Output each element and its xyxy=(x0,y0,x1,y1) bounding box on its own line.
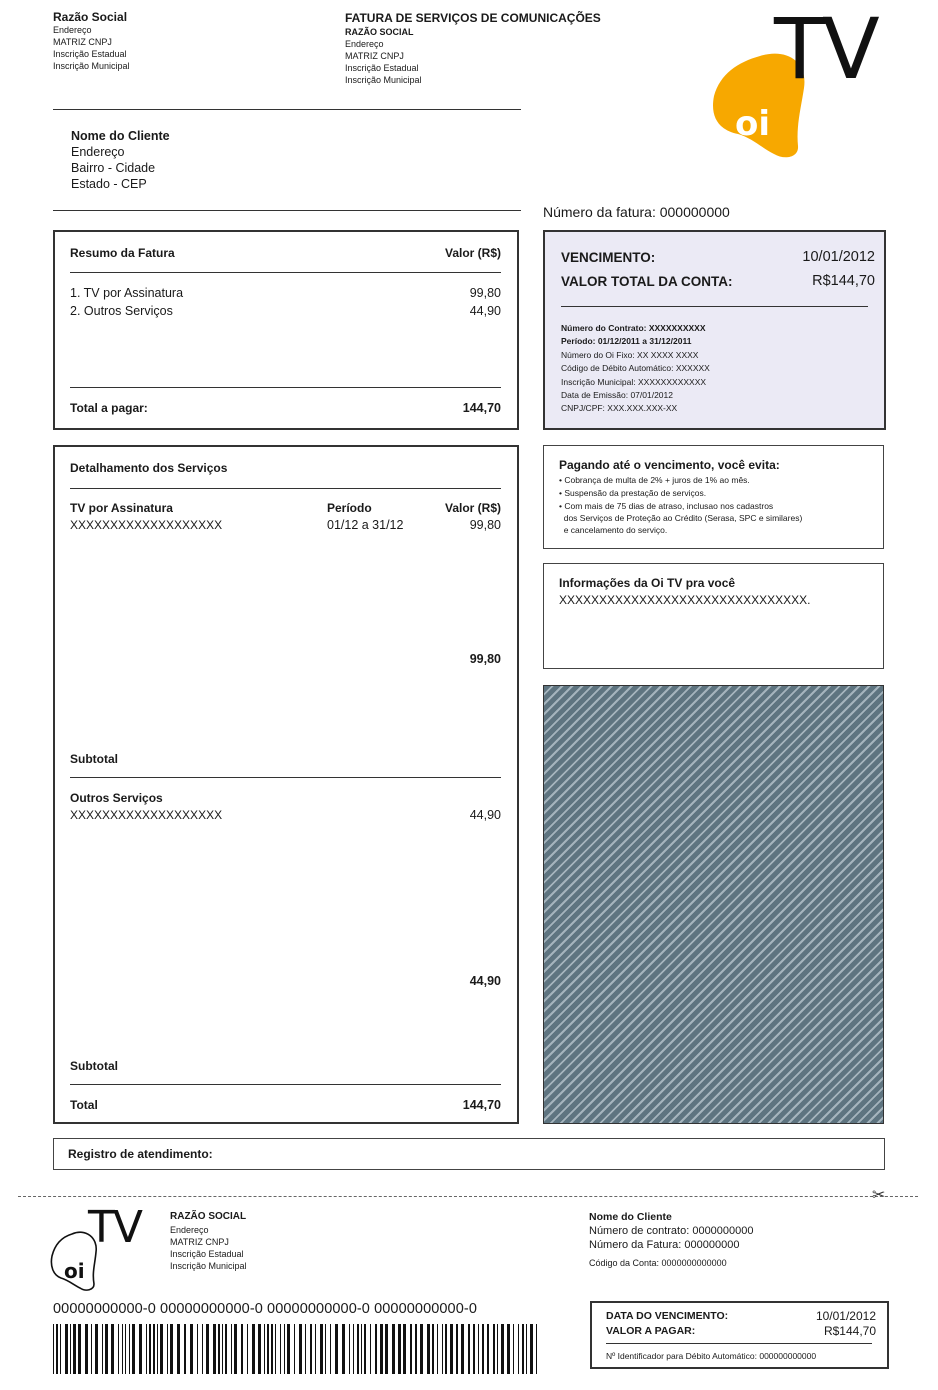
barcode-bar xyxy=(427,1324,430,1374)
barcode-bar xyxy=(349,1324,350,1374)
barcode-bar xyxy=(146,1324,147,1374)
barcode-bar xyxy=(225,1324,227,1374)
barcode-bar xyxy=(132,1324,135,1374)
summary-total-value: 144,70 xyxy=(462,401,501,415)
invoice-number xyxy=(543,204,730,220)
barcode xyxy=(53,1324,543,1374)
stub-logo-oi-text: oi xyxy=(64,1259,85,1283)
invoice-company-address: Endereço xyxy=(345,39,384,49)
summary-total-label: Total a pagar: xyxy=(70,401,148,415)
barcode-bar xyxy=(91,1324,92,1374)
barcode-bar xyxy=(247,1324,248,1374)
barcode-bar xyxy=(536,1324,537,1374)
barcode-bar xyxy=(473,1324,475,1374)
other-subtotal-label: Subtotal xyxy=(70,1059,118,1073)
due-divider xyxy=(561,306,868,307)
stub-logo-tv-text: TV xyxy=(88,1202,141,1253)
stub-company-municipal-registration: Inscrição Municipal xyxy=(170,1261,247,1271)
barcode-bar xyxy=(361,1324,362,1374)
period-header: Período xyxy=(327,501,372,515)
barcode-bar xyxy=(153,1324,155,1374)
stub-company-address: Endereço xyxy=(170,1225,209,1235)
contract-number: Número do Contrato: XXXXXXXXXX xyxy=(561,323,706,333)
barcode-bar xyxy=(222,1324,223,1374)
barcode-bar xyxy=(65,1324,68,1374)
barcode-bar xyxy=(507,1324,510,1374)
barcode-bar xyxy=(73,1324,76,1374)
barcode-bar xyxy=(299,1324,302,1374)
details-box xyxy=(53,445,519,1124)
invoice-number-label: Número da fatura: xyxy=(543,204,656,220)
summary-value-header: Valor (R$) xyxy=(444,246,501,260)
summary-item-label: 2. Outros Serviços xyxy=(70,304,173,318)
summary-item-value: 44,90 xyxy=(469,304,501,318)
customer-state-zip: Estado - CEP xyxy=(71,177,147,191)
invoice-company-name: RAZÃO SOCIAL xyxy=(345,27,414,37)
tv-section-title: TV por Assinatura xyxy=(70,501,173,515)
barcode-bar xyxy=(493,1324,495,1374)
summary-item-label: 1. TV por Assinatura xyxy=(70,286,184,300)
barcode-bar xyxy=(357,1324,359,1374)
barcode-bar xyxy=(157,1324,158,1374)
barcode-bar xyxy=(456,1324,458,1374)
barcode-bar xyxy=(129,1324,130,1374)
barcode-bar xyxy=(305,1324,306,1374)
barcode-bar xyxy=(267,1324,269,1374)
barcode-bar xyxy=(241,1324,243,1374)
stub-due-label: DATA DO VENCIMENTO: xyxy=(606,1310,729,1322)
other-value: 44,90 xyxy=(469,808,501,822)
barcode-bar xyxy=(353,1324,354,1374)
stub-invoice-number: Número da Fatura: 000000000 xyxy=(589,1239,740,1251)
barcode-bar xyxy=(252,1324,255,1374)
invoice-company-state-registration: Inscrição Estadual xyxy=(345,63,419,73)
company-municipal-registration: Inscrição Municipal xyxy=(53,61,130,71)
details-value-header: Valor (R$) xyxy=(444,501,501,515)
barcode-bar xyxy=(385,1324,388,1374)
other-item: XXXXXXXXXXXXXXXXXXX xyxy=(70,808,223,822)
barcode-bar xyxy=(70,1324,71,1374)
barcode-bar xyxy=(258,1324,261,1374)
barcode-bar xyxy=(118,1324,119,1374)
summary-title: Resumo da Fatura xyxy=(70,246,175,260)
customer-address: Endereço xyxy=(71,145,125,159)
stub-account-code: Código da Conta: 0000000000000 xyxy=(589,1258,727,1268)
logo-oi-text: oi xyxy=(735,104,771,144)
barcode-bar xyxy=(518,1324,519,1374)
barcode-bar xyxy=(437,1324,438,1374)
tv-value: 99,80 xyxy=(469,518,501,532)
total-label: VALOR TOTAL DA CONTA: xyxy=(561,274,733,289)
customer-name: Nome do Cliente xyxy=(71,129,170,143)
auto-debit-code: Código de Débito Automático: XXXXXX xyxy=(561,363,710,373)
barcode-bar xyxy=(160,1324,163,1374)
company-state-registration: Inscrição Estadual xyxy=(53,49,127,59)
tv-period: 01/12 a 31/12 xyxy=(327,518,404,532)
barcode-bar xyxy=(167,1324,168,1374)
summary-header-divider xyxy=(70,272,501,273)
barcode-bar xyxy=(294,1324,295,1374)
barcode-bar xyxy=(482,1324,484,1374)
barcode-bar xyxy=(149,1324,151,1374)
stub-due-value: 10/01/2012 xyxy=(815,1309,876,1323)
barcode-bar xyxy=(122,1324,123,1374)
barcode-bar xyxy=(139,1324,142,1374)
barcode-icon xyxy=(53,1324,543,1374)
notice-line: • Suspensão da prestação de serviços. xyxy=(559,488,707,498)
barcode-bar xyxy=(177,1324,180,1374)
barcode-bar xyxy=(310,1324,312,1374)
info-title: Informações da Oi TV pra você xyxy=(559,576,736,590)
notice-line: e cancelamento do serviço. xyxy=(559,525,668,535)
barcode-bar xyxy=(410,1324,412,1374)
barcode-bar xyxy=(202,1324,203,1374)
barcode-bar xyxy=(111,1324,114,1374)
barcode-bar xyxy=(364,1324,366,1374)
cut-line xyxy=(18,1196,918,1197)
summary-item-value: 99,80 xyxy=(469,286,501,300)
due-label: VENCIMENTO: xyxy=(561,250,656,265)
tv-subtotal-divider xyxy=(70,777,501,778)
company-cnpj: MATRIZ CNPJ xyxy=(53,37,112,47)
barcode-bar xyxy=(513,1324,514,1374)
barcode-bar xyxy=(170,1324,173,1374)
barcode-bar xyxy=(335,1324,338,1374)
due-value: 10/01/2012 xyxy=(802,249,875,265)
notice-line: dos Serviços de Proteção ao Crédito (Serasa, SPC e similares) xyxy=(559,513,803,523)
logo-tv-text: TV xyxy=(774,0,877,98)
barcode-bar xyxy=(197,1324,198,1374)
barcode-bar xyxy=(190,1324,193,1374)
stub-pay-label: VALOR A PAGAR: xyxy=(606,1325,696,1337)
stub-oi-tv-logo xyxy=(50,1202,160,1293)
stub-company-cnpj: MATRIZ CNPJ xyxy=(170,1237,229,1247)
municipal-registration: Inscrição Municipal: XXXXXXXXXXXX xyxy=(561,377,707,387)
striped-ad-area xyxy=(543,685,884,1124)
invoice-number-value: 000000000 xyxy=(659,204,730,220)
barcode-bar xyxy=(234,1324,237,1374)
barcode-bar xyxy=(420,1324,423,1374)
invoice-company-municipal-registration: Inscrição Municipal xyxy=(345,75,422,85)
barcode-bar xyxy=(398,1324,401,1374)
registro-label: Registro de atendimento: xyxy=(68,1147,213,1161)
other-section-title: Outros Serviços xyxy=(70,791,163,805)
barcode-bar xyxy=(342,1324,345,1374)
barcode-bar xyxy=(218,1324,220,1374)
company-address: Endereço xyxy=(53,25,92,35)
info-text: XXXXXXXXXXXXXXXXXXXXXXXXXXXXXXX. xyxy=(559,593,811,607)
barcode-bar xyxy=(102,1324,103,1374)
barcode-bar xyxy=(53,1324,54,1374)
oi-fixo-number: Número do Oi Fixo: XX XXXX XXXX xyxy=(561,350,699,360)
barcode-bar xyxy=(487,1324,489,1374)
stub-contract-number: Número de contrato: 0000000000 xyxy=(589,1225,754,1237)
barcode-bar xyxy=(392,1324,395,1374)
customer-district-city: Bairro - Cidade xyxy=(71,161,156,175)
stub-company-state-registration: Inscrição Estadual xyxy=(170,1249,244,1259)
barcode-bar xyxy=(375,1324,377,1374)
barcode-bar xyxy=(95,1324,98,1374)
barcode-bar xyxy=(450,1324,453,1374)
billing-period: Período: 01/12/2011 a 31/12/2011 xyxy=(561,336,692,346)
barcode-bar xyxy=(478,1324,479,1374)
total-value: R$144,70 xyxy=(812,273,875,289)
barcode-number: 00000000000-0 00000000000-0 00000000000-0 00000000000-0 xyxy=(53,1301,477,1317)
barcode-bar xyxy=(380,1324,383,1374)
stub-company-name: RAZÃO SOCIAL xyxy=(170,1211,247,1222)
barcode-bar xyxy=(56,1324,58,1374)
other-sum: 44,90 xyxy=(469,974,501,988)
notice-line: • Com mais de 75 dias de atraso, inclusao nos cadastros xyxy=(559,501,774,511)
stub-pay-value: R$144,70 xyxy=(823,1324,876,1338)
details-total-value: 144,70 xyxy=(462,1098,501,1112)
barcode-bar xyxy=(60,1324,61,1374)
summary-footer-divider xyxy=(70,387,501,388)
details-total-label: Total xyxy=(70,1098,98,1112)
barcode-bar xyxy=(415,1324,417,1374)
barcode-bar xyxy=(184,1324,186,1374)
barcode-bar xyxy=(78,1324,81,1374)
barcode-bar xyxy=(461,1324,464,1374)
barcode-bar xyxy=(526,1324,527,1374)
header-divider xyxy=(53,109,521,110)
notice-title: Pagando até o vencimento, você evita: xyxy=(559,458,780,472)
company-name: Razão Social xyxy=(53,10,128,24)
invoice-company-cnpj: MATRIZ CNPJ xyxy=(345,51,404,61)
stub-customer-name: Nome do Cliente xyxy=(589,1211,672,1223)
cnpj-cpf: CNPJ/CPF: XXX.XXX.XXX-XX xyxy=(561,403,678,413)
issue-date: Data de Emissão: 07/01/2012 xyxy=(561,390,673,400)
barcode-bar xyxy=(264,1324,265,1374)
barcode-bar xyxy=(271,1324,273,1374)
tv-item: XXXXXXXXXXXXXXXXXXX xyxy=(70,518,223,532)
barcode-bar xyxy=(320,1324,323,1374)
barcode-bar xyxy=(280,1324,281,1374)
tv-sum: 99,80 xyxy=(469,652,501,666)
customer-divider xyxy=(53,210,521,211)
barcode-bar xyxy=(231,1324,232,1374)
barcode-bar xyxy=(284,1324,285,1374)
barcode-bar xyxy=(315,1324,316,1374)
barcode-bar xyxy=(501,1324,504,1374)
stub-divider xyxy=(606,1343,872,1344)
barcode-bar xyxy=(85,1324,88,1374)
barcode-bar xyxy=(105,1324,108,1374)
details-title: Detalhamento dos Serviços xyxy=(70,461,228,475)
oi-tv-logo xyxy=(700,0,900,168)
barcode-bar xyxy=(442,1324,443,1374)
barcode-bar xyxy=(445,1324,447,1374)
barcode-bar xyxy=(468,1324,470,1374)
barcode-bar xyxy=(432,1324,434,1374)
summary-box xyxy=(53,230,519,430)
barcode-bar xyxy=(275,1324,276,1374)
barcode-bar xyxy=(287,1324,290,1374)
barcode-bar xyxy=(213,1324,216,1374)
barcode-bar xyxy=(522,1324,524,1374)
barcode-bar xyxy=(530,1324,533,1374)
other-subtotal-divider xyxy=(70,1084,501,1085)
tv-subtotal-label: Subtotal xyxy=(70,752,118,766)
invoice-title: FATURA DE SERVIÇOS DE COMUNICAÇÕES xyxy=(345,11,601,25)
barcode-bar xyxy=(403,1324,406,1374)
barcode-bar xyxy=(325,1324,326,1374)
barcode-bar xyxy=(125,1324,126,1374)
scissors-icon: ✂ xyxy=(872,1185,886,1204)
barcode-bar xyxy=(370,1324,371,1374)
barcode-bar xyxy=(206,1324,209,1374)
stub-auto-debit-id: Nº Identificador para Débito Automático: 000000000000 xyxy=(606,1351,817,1361)
notice-line: • Cobrança de multa de 2% + juros de 1% ao mês. xyxy=(559,475,750,485)
barcode-bar xyxy=(497,1324,498,1374)
details-title-divider xyxy=(70,488,501,489)
barcode-bar xyxy=(330,1324,331,1374)
